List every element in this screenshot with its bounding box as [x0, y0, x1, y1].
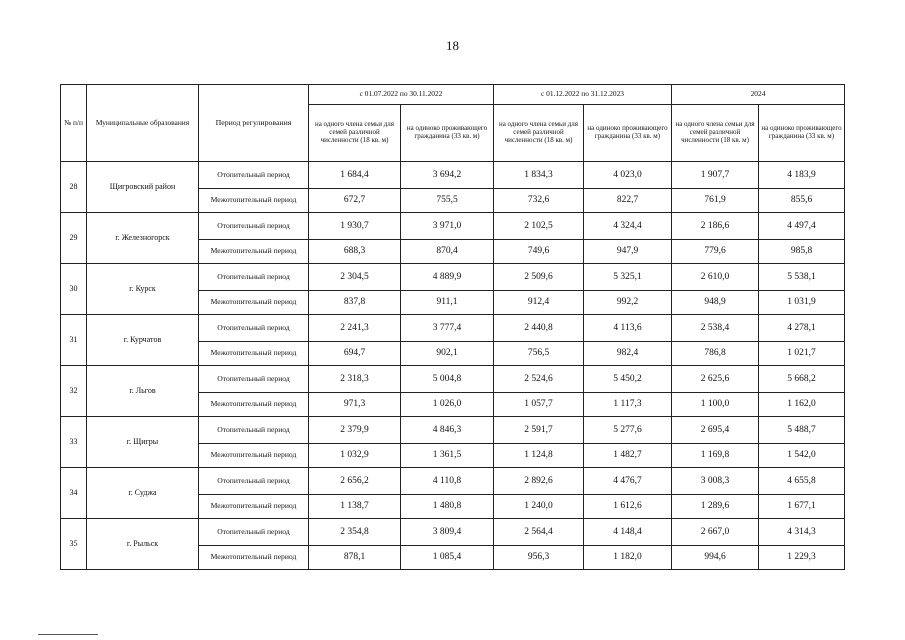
header-sub-family: на одного члена семьи для семей различной численности (18 кв. м) [309, 105, 401, 162]
value-cell: 1 229,3 [759, 546, 845, 570]
value-cell: 3 694,2 [401, 162, 494, 189]
table-row [61, 468, 845, 495]
table-row [61, 213, 845, 240]
period-heating: Отопительный период [199, 213, 309, 240]
municipality-name: г. Льгов [87, 366, 199, 417]
period-heating: Отопительный период [199, 366, 309, 393]
value-cell: 2 667,0 [672, 519, 759, 546]
header-no: № п/п [61, 85, 87, 162]
municipality-name: Щигровский район [87, 162, 199, 213]
period-heating: Отопительный период [199, 264, 309, 291]
value-cell: 837,8 [309, 291, 401, 315]
period-inter: Межотопительный период [199, 240, 309, 264]
value-cell: 971,3 [309, 393, 401, 417]
municipality-name: г. Щигры [87, 417, 199, 468]
value-cell: 2 102,5 [494, 213, 584, 240]
page-number: 18 [446, 38, 459, 53]
value-cell: 2 186,6 [672, 213, 759, 240]
value-cell: 1 930,7 [309, 213, 401, 240]
municipality-name: г. Рыльск [87, 519, 199, 570]
table-row [61, 366, 845, 393]
header-sub-single: на одиноко проживающего гражданина (33 кв. м) [584, 105, 672, 162]
header-sub-family: на одного члена семьи для семей различной численности (18 кв. м) [494, 105, 584, 162]
value-cell: 1 057,7 [494, 393, 584, 417]
table-body [61, 162, 845, 570]
value-cell: 1 138,7 [309, 495, 401, 519]
value-cell: 2 304,5 [309, 264, 401, 291]
value-cell: 2 591,7 [494, 417, 584, 444]
value-cell: 749,6 [494, 240, 584, 264]
value-cell: 994,6 [672, 546, 759, 570]
value-cell: 2 440,8 [494, 315, 584, 342]
value-cell: 912,4 [494, 291, 584, 315]
value-cell: 4 497,4 [759, 213, 845, 240]
value-cell: 1 289,6 [672, 495, 759, 519]
value-cell: 694,7 [309, 342, 401, 366]
header-period: Период регулирования [199, 85, 309, 162]
value-cell: 5 668,2 [759, 366, 845, 393]
period-inter: Межотопительный период [199, 546, 309, 570]
period-heating: Отопительный период [199, 162, 309, 189]
value-cell: 2 241,3 [309, 315, 401, 342]
value-cell: 4 324,4 [584, 213, 672, 240]
row-number: 31 [61, 315, 87, 366]
value-cell: 1 085,4 [401, 546, 494, 570]
period-inter: Межотопительный период [199, 393, 309, 417]
value-cell: 5 325,1 [584, 264, 672, 291]
row-number: 28 [61, 162, 87, 213]
municipality-name: г. Курск [87, 264, 199, 315]
period-heating: Отопительный период [199, 468, 309, 495]
value-cell: 2 538,4 [672, 315, 759, 342]
value-cell: 756,5 [494, 342, 584, 366]
table-row [61, 417, 845, 444]
value-cell: 1 169,8 [672, 444, 759, 468]
row-number: 35 [61, 519, 87, 570]
value-cell: 688,3 [309, 240, 401, 264]
value-cell: 761,9 [672, 189, 759, 213]
period-inter: Межотопительный период [199, 291, 309, 315]
value-cell: 755,5 [401, 189, 494, 213]
value-cell: 1 026,0 [401, 393, 494, 417]
value-cell: 985,8 [759, 240, 845, 264]
row-number: 32 [61, 366, 87, 417]
value-cell: 4 023,0 [584, 162, 672, 189]
value-cell: 1 182,0 [584, 546, 672, 570]
value-cell: 911,1 [401, 291, 494, 315]
value-cell: 1 124,8 [494, 444, 584, 468]
value-cell: 2 625,6 [672, 366, 759, 393]
header-sub-family: на одного члена семьи для семей различной численности (18 кв. м) [672, 105, 759, 162]
value-cell: 5 488,7 [759, 417, 845, 444]
value-cell: 1 612,6 [584, 495, 672, 519]
value-cell: 5 450,2 [584, 366, 672, 393]
value-cell: 1 834,3 [494, 162, 584, 189]
period-inter: Межотопительный период [199, 444, 309, 468]
value-cell: 3 777,4 [401, 315, 494, 342]
value-cell: 870,4 [401, 240, 494, 264]
value-cell: 2 379,9 [309, 417, 401, 444]
value-cell: 4 655,8 [759, 468, 845, 495]
value-cell: 2 318,3 [309, 366, 401, 393]
value-cell: 1 240,0 [494, 495, 584, 519]
value-cell: 4 846,3 [401, 417, 494, 444]
value-cell: 1 021,7 [759, 342, 845, 366]
value-cell: 2 564,4 [494, 519, 584, 546]
period-inter: Межотопительный период [199, 189, 309, 213]
header-sub-single: на одиноко проживающего гражданина (33 кв. м) [759, 105, 845, 162]
municipality-name: г. Суджа [87, 468, 199, 519]
value-cell: 4 278,1 [759, 315, 845, 342]
header-sub-single: на одиноко проживающего гражданина (33 кв. м) [401, 105, 494, 162]
value-cell: 5 004,8 [401, 366, 494, 393]
value-cell: 822,7 [584, 189, 672, 213]
period-inter: Межотопительный период [199, 342, 309, 366]
regulation-table [60, 84, 845, 570]
value-cell: 878,1 [309, 546, 401, 570]
period-heating: Отопительный период [199, 519, 309, 546]
table-row [61, 162, 845, 189]
value-cell: 1 907,7 [672, 162, 759, 189]
value-cell: 3 971,0 [401, 213, 494, 240]
value-cell: 1 542,0 [759, 444, 845, 468]
value-cell: 956,3 [494, 546, 584, 570]
value-cell: 786,8 [672, 342, 759, 366]
header-period-2: с 01.12.2022 по 31.12.2023 [494, 85, 672, 105]
value-cell: 1 117,3 [584, 393, 672, 417]
value-cell: 1 480,8 [401, 495, 494, 519]
value-cell: 1 361,5 [401, 444, 494, 468]
table-row [61, 519, 845, 546]
period-heating: Отопительный период [199, 417, 309, 444]
value-cell: 992,2 [584, 291, 672, 315]
value-cell: 2 509,6 [494, 264, 584, 291]
value-cell: 1 162,0 [759, 393, 845, 417]
value-cell: 2 695,4 [672, 417, 759, 444]
value-cell: 4 110,8 [401, 468, 494, 495]
value-cell: 732,6 [494, 189, 584, 213]
table-row [61, 264, 845, 291]
value-cell: 4 314,3 [759, 519, 845, 546]
period-heating: Отопительный период [199, 315, 309, 342]
row-number: 34 [61, 468, 87, 519]
value-cell: 2 610,0 [672, 264, 759, 291]
value-cell: 948,9 [672, 291, 759, 315]
value-cell: 1 482,7 [584, 444, 672, 468]
value-cell: 902,1 [401, 342, 494, 366]
value-cell: 4 113,6 [584, 315, 672, 342]
municipality-name: г. Курчатов [87, 315, 199, 366]
footnote-divider [38, 634, 98, 635]
value-cell: 855,6 [759, 189, 845, 213]
row-number: 30 [61, 264, 87, 315]
header-period-3: 2024 [672, 85, 845, 105]
value-cell: 2 656,2 [309, 468, 401, 495]
value-cell: 1 100,0 [672, 393, 759, 417]
value-cell: 1 031,9 [759, 291, 845, 315]
value-cell: 779,6 [672, 240, 759, 264]
period-inter: Межотопительный период [199, 495, 309, 519]
table-row [61, 315, 845, 342]
value-cell: 2 354,8 [309, 519, 401, 546]
value-cell: 3 809,4 [401, 519, 494, 546]
value-cell: 2 524,6 [494, 366, 584, 393]
value-cell: 672,7 [309, 189, 401, 213]
row-number: 33 [61, 417, 87, 468]
municipality-name: г. Железногорск [87, 213, 199, 264]
value-cell: 947,9 [584, 240, 672, 264]
value-cell: 4 183,9 [759, 162, 845, 189]
value-cell: 5 277,6 [584, 417, 672, 444]
header-period-1: с 01.07.2022 по 30.11.2022 [309, 85, 494, 105]
header-municipality: Муниципальные образования [87, 85, 199, 162]
value-cell: 1 032,9 [309, 444, 401, 468]
row-number: 29 [61, 213, 87, 264]
value-cell: 4 889,9 [401, 264, 494, 291]
value-cell: 1 677,1 [759, 495, 845, 519]
value-cell: 3 008,3 [672, 468, 759, 495]
value-cell: 5 538,1 [759, 264, 845, 291]
value-cell: 2 892,6 [494, 468, 584, 495]
value-cell: 1 684,4 [309, 162, 401, 189]
value-cell: 4 148,4 [584, 519, 672, 546]
value-cell: 4 476,7 [584, 468, 672, 495]
value-cell: 982,4 [584, 342, 672, 366]
